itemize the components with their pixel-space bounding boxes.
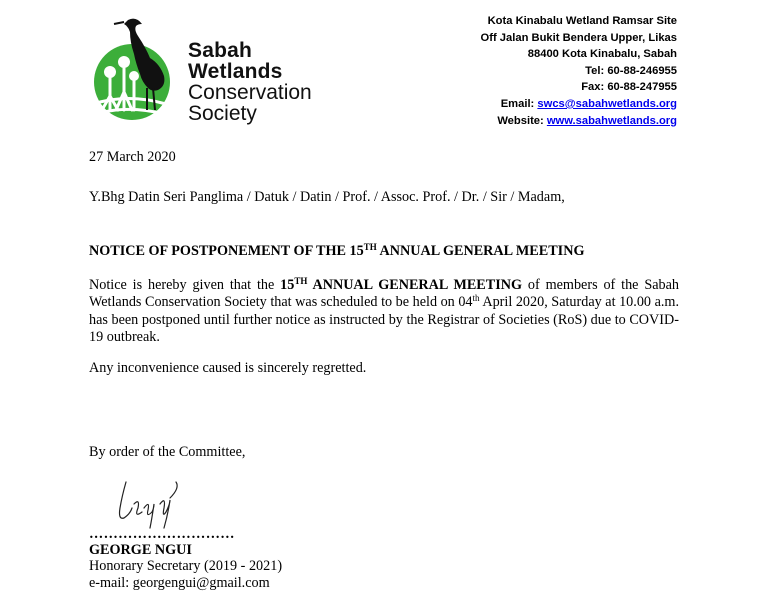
address-block — [481, 13, 677, 129]
closing-line: By order of the Committee, — [89, 444, 246, 460]
website-row — [481, 113, 677, 130]
para-bold-superscript: TH — [294, 276, 308, 286]
heading-superscript: TH — [363, 242, 377, 252]
para-bold-number — [280, 277, 522, 293]
address-line-3: 88400 Kota Kinabalu, Sabah — [527, 48, 677, 61]
para-part-3: April 2020, Saturday at 10.00 a.m. has been postponed until further notice as instructed by the Registrar of Societies (RoS) due to COVID-19 outbreak. — [89, 294, 679, 345]
logo-line-1: Sabah — [188, 39, 253, 62]
address-line-1: Kota Kinabalu Wetland Ramsar Site — [487, 15, 677, 27]
logo-line-4: Society — [188, 102, 257, 125]
heading-part-1: NOTICE OF POSTPONEMENT OF THE 15 — [89, 243, 364, 259]
email-row — [481, 96, 677, 113]
signer-email: e-mail: georgengui@gmail.com — [89, 575, 270, 591]
para-bold-agm: ANNUAL GENERAL MEETING — [307, 277, 523, 293]
notice-paragraph — [89, 277, 679, 346]
logo-line-2: Wetlands — [188, 60, 283, 83]
para-bold-15: 15 — [280, 277, 295, 293]
logo-line-3: Conservation — [188, 81, 312, 104]
heading-part-2: ANNUAL GENERAL MEETING — [376, 243, 585, 259]
email-link[interactable]: swcs@sabahwetlands.org — [537, 97, 677, 110]
signature-line: ………………………… — [89, 526, 235, 542]
website-link[interactable]: www.sabahwetlands.org — [546, 114, 677, 127]
salutation: Y.Bhg Datin Seri Panglima / Datuk / Datin / Prof. / Assoc. Prof. / Dr. / Sir / Madam, — [89, 189, 565, 205]
handwritten-signature-icon — [104, 478, 194, 530]
email-label: Email: — [500, 97, 538, 110]
heron-mangrove-logo-icon — [90, 14, 190, 134]
signer-title: Honorary Secretary (2019 - 2021) — [89, 558, 283, 574]
notice-heading — [89, 243, 584, 260]
letter-date: 27 March 2020 — [89, 149, 176, 165]
para-superscript-th: th — [472, 293, 480, 304]
website-label: Website: — [497, 114, 547, 127]
para-part-1: Notice is hereby given that the — [89, 277, 281, 293]
address-line-2: Off Jalan Bukit Bendera Upper, Likas — [480, 31, 677, 44]
signer-name: GEORGE NGUI — [89, 542, 192, 558]
society-logo — [90, 14, 320, 134]
fax: Fax: 60-88-247955 — [581, 81, 677, 94]
telephone: Tel: 60-88-246955 — [585, 64, 677, 77]
logo-wordmark — [188, 40, 312, 124]
para-part-2: of members of the Sabah Wetlands Conservation Society that was scheduled to be held on 04 — [89, 277, 679, 311]
regret-line: Any inconvenience caused is sincerely regretted. — [89, 360, 367, 376]
